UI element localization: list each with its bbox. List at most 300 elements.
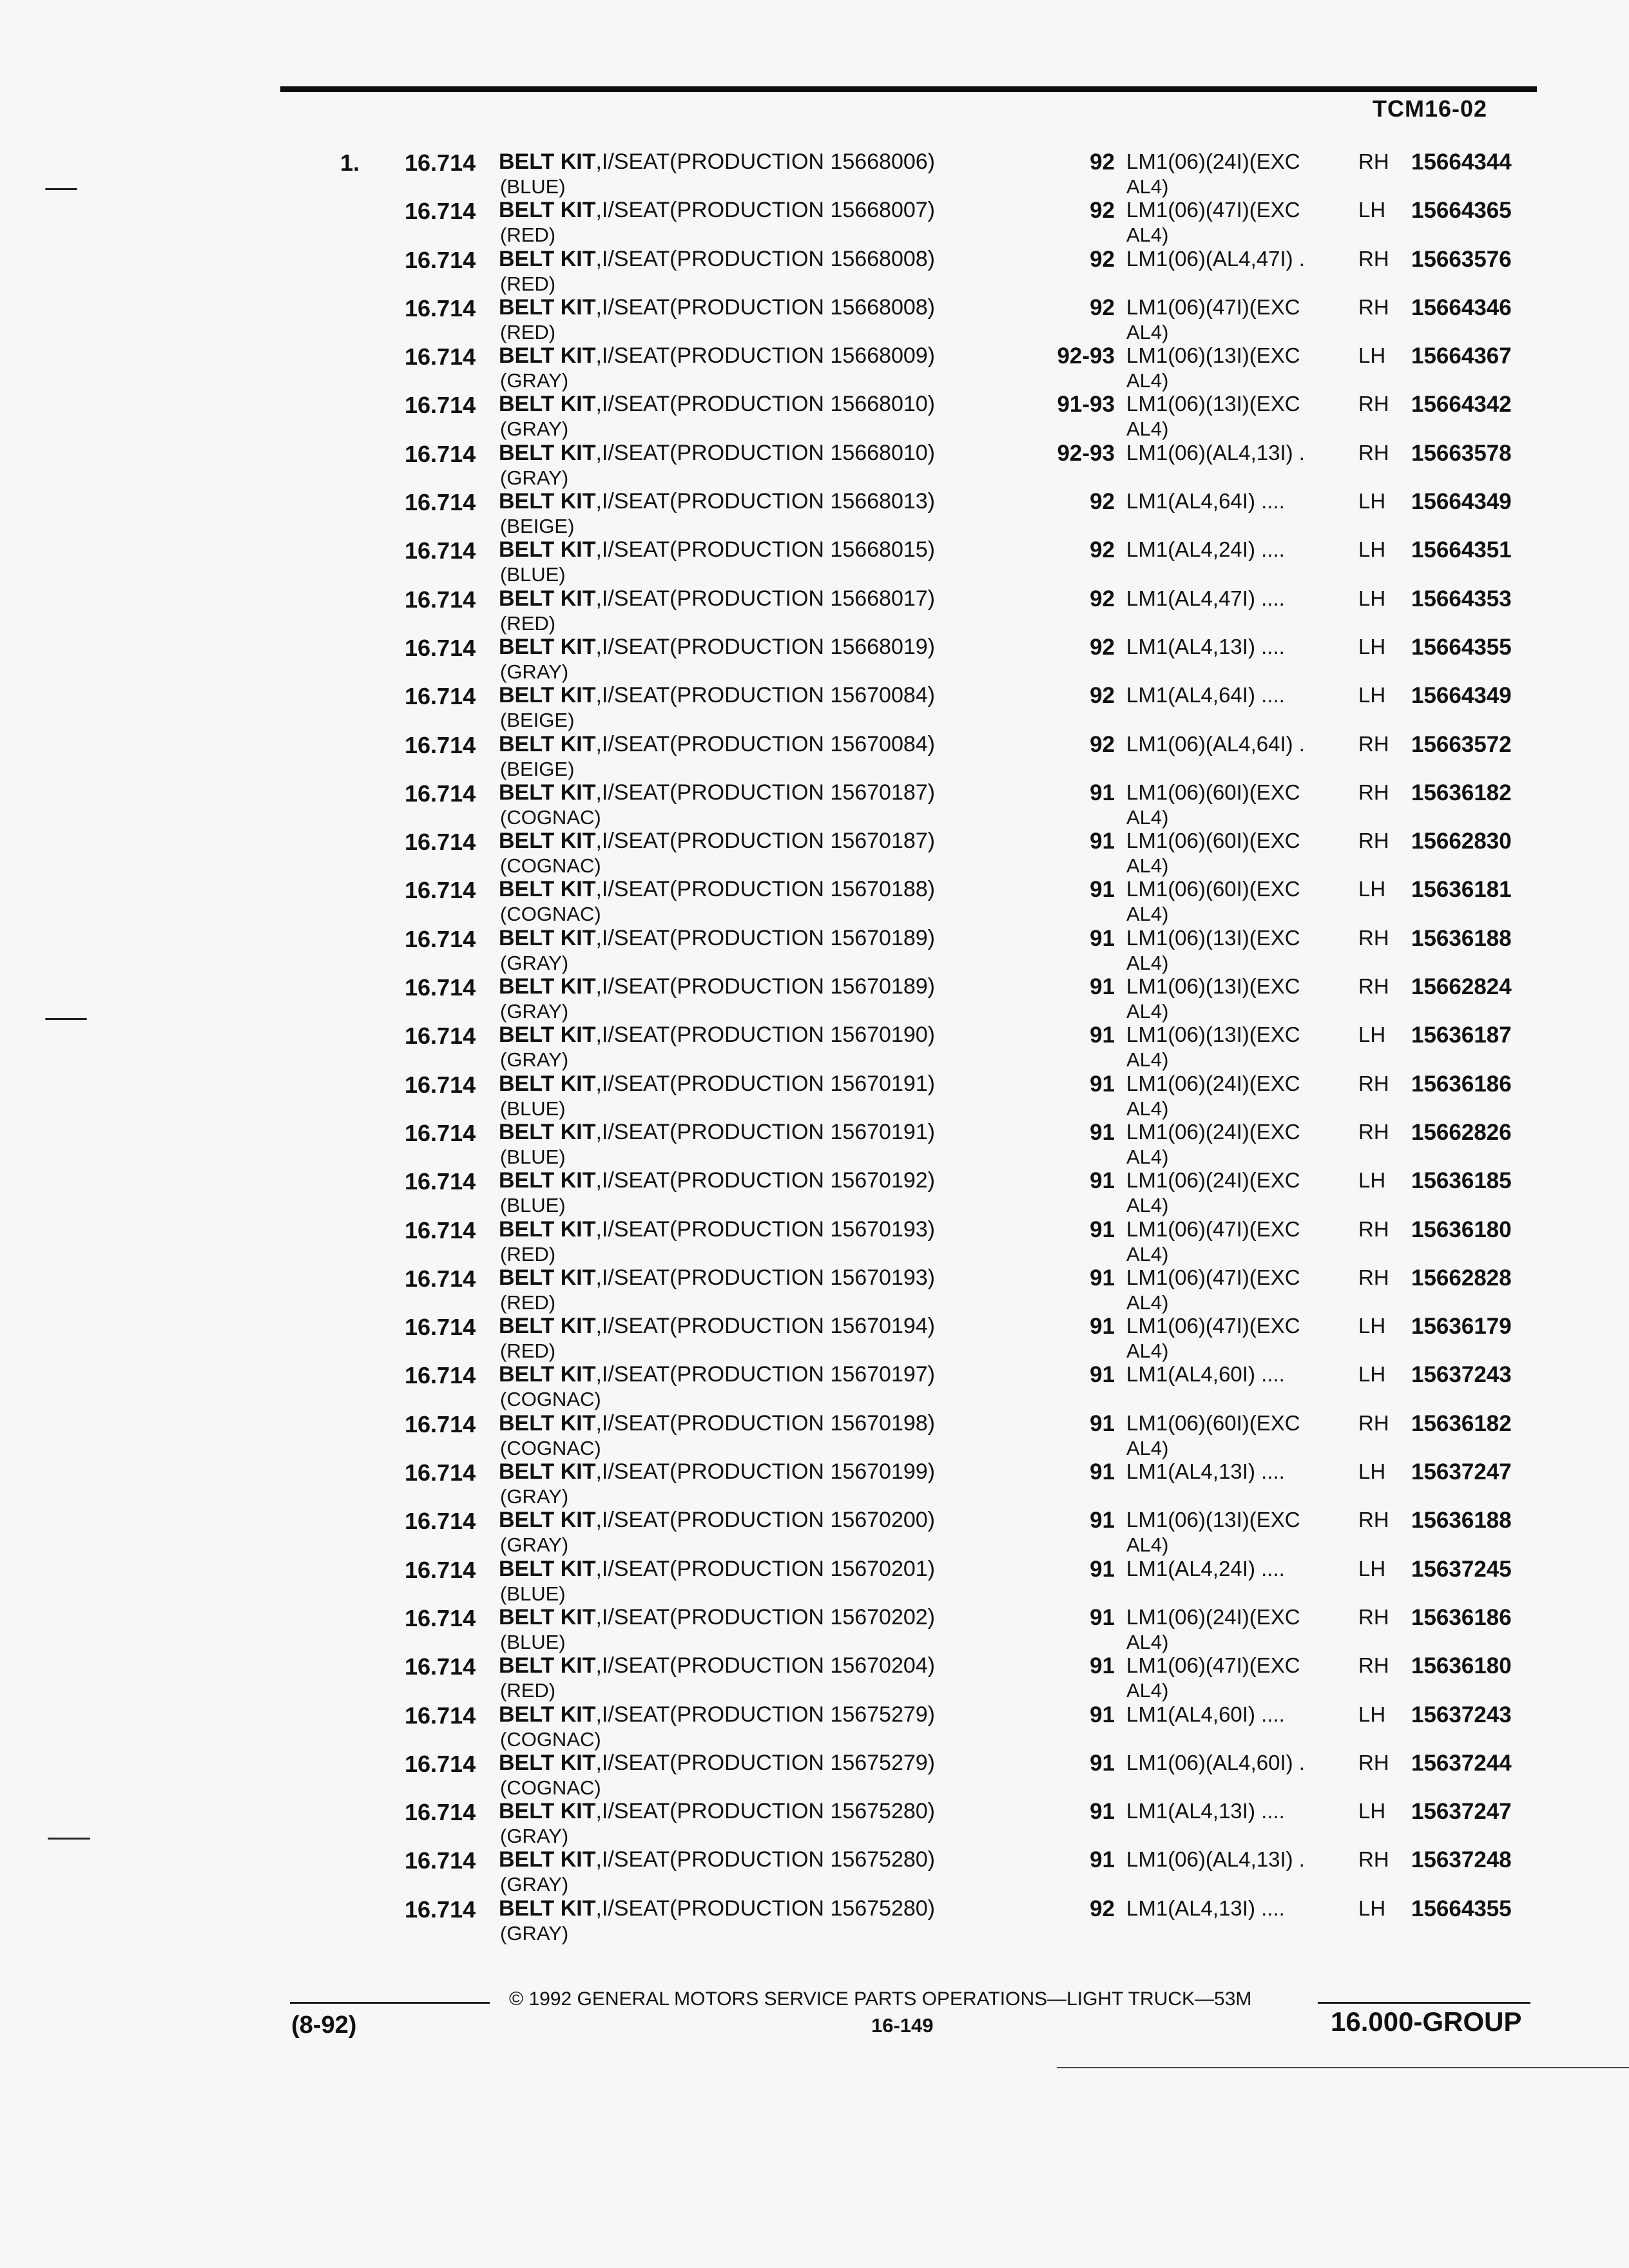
application-code: LM1(AL4,24I) .... [1126, 537, 1285, 562]
application-code-cont: AL4) [1126, 854, 1169, 878]
model-year: 91 [1090, 1071, 1115, 1097]
part-description-text: ,I/SEAT(PRODUCTION 15670188) [595, 877, 936, 902]
model-year: 91 [1090, 1847, 1115, 1873]
part-description-text: ,I/SEAT(PRODUCTION 15670189) [595, 925, 936, 950]
group-number: 16.714 [405, 489, 476, 516]
model-year: 91 [1090, 1799, 1115, 1825]
parts-row [0, 776, 1629, 829]
part-description [499, 926, 935, 951]
part-color: (GRAY) [500, 418, 569, 441]
part-name: BELT KIT [499, 489, 596, 514]
side-code: RH [1358, 1847, 1389, 1872]
application-code: LM1(06)(47I)(EXC [1126, 1653, 1300, 1678]
part-number: 15636182 [1411, 1410, 1512, 1436]
part-color: (RED) [500, 611, 556, 635]
part-number: 15662824 [1411, 974, 1512, 1000]
part-description-text: ,I/SEAT(PRODUCTION 15670084) [595, 683, 936, 708]
part-number: 15636181 [1411, 877, 1512, 903]
application-code: LM1(AL4,64I) .... [1126, 489, 1285, 514]
part-description-text: ,I/SEAT(PRODUCTION 15675280) [595, 1896, 936, 1921]
application-code: LM1(AL4,64I) .... [1126, 683, 1285, 707]
side-code: RH [1358, 392, 1389, 416]
part-description-text: ,I/SEAT(PRODUCTION 15670187) [595, 829, 936, 854]
parts-row [0, 1601, 1629, 1653]
group-number: 16.714 [405, 1702, 476, 1729]
part-description-text: ,I/SEAT(PRODUCTION 15668013) [595, 489, 936, 514]
part-description [499, 1217, 935, 1242]
group-number: 16.714 [405, 780, 476, 807]
part-name: BELT KIT [499, 1556, 596, 1581]
side-code: RH [1358, 1750, 1389, 1774]
model-year: 92 [1090, 537, 1115, 563]
part-color: (GRAY) [500, 1533, 569, 1557]
part-number: 15663576 [1411, 246, 1512, 272]
application-code-cont: AL4) [1126, 175, 1169, 198]
part-color: (BLUE) [500, 175, 566, 198]
side-code: LH [1358, 1702, 1386, 1726]
part-description-text: ,I/SEAT(PRODUCTION 15668007) [595, 198, 936, 223]
part-description-text: ,I/SEAT(PRODUCTION 15670193) [595, 1265, 936, 1290]
part-number: 15664355 [1411, 634, 1512, 660]
model-year: 91 [1090, 1023, 1115, 1048]
part-name: BELT KIT [499, 974, 596, 999]
revision-date: (8-92) [291, 2012, 357, 2039]
part-color: (RED) [500, 272, 556, 295]
model-year: 92 [1090, 294, 1115, 320]
application-code-cont: AL4) [1126, 1679, 1169, 1702]
part-number: 15636186 [1411, 1604, 1512, 1630]
group-label: 16.000-GROUP [1331, 2006, 1522, 2037]
side-code: LH [1358, 877, 1386, 901]
parts-row [0, 1892, 1629, 1945]
side-code: LH [1358, 1314, 1386, 1338]
side-code: LH [1358, 537, 1386, 562]
parts-row [0, 1068, 1629, 1120]
group-number: 16.714 [405, 1508, 476, 1535]
part-description-text: ,I/SEAT(PRODUCTION 15670202) [595, 1604, 936, 1629]
group-number: 16.714 [405, 1556, 476, 1583]
model-year: 92 [1090, 198, 1115, 224]
part-description-text: ,I/SEAT(PRODUCTION 15670194) [595, 1314, 936, 1339]
side-code: RH [1358, 1508, 1389, 1532]
part-description-text: ,I/SEAT(PRODUCTION 15670193) [595, 1216, 936, 1242]
part-name: BELT KIT [499, 1265, 596, 1290]
part-color: (GRAY) [500, 1000, 569, 1023]
side-code: RH [1358, 1265, 1389, 1289]
parts-row [0, 1649, 1629, 1702]
application-code: LM1(06)(13I)(EXC [1126, 974, 1300, 999]
part-color: (BLUE) [500, 1097, 566, 1120]
application-code: LM1(06)(AL4,13I) . [1126, 440, 1305, 465]
parts-row [0, 631, 1629, 683]
page-number: 16-149 [871, 2014, 934, 2037]
part-color: (COGNAC) [500, 903, 601, 926]
part-name: BELT KIT [499, 829, 596, 854]
part-description-text: ,I/SEAT(PRODUCTION 15668006) [595, 149, 936, 174]
model-year: 92 [1090, 634, 1115, 660]
side-code: LH [1358, 586, 1386, 610]
scan-mark [45, 1018, 87, 1020]
side-code: RH [1358, 246, 1389, 271]
side-code: LH [1358, 489, 1386, 514]
part-color: (GRAY) [500, 1873, 569, 1896]
part-name: BELT KIT [499, 1023, 596, 1048]
side-code: RH [1358, 1119, 1389, 1144]
application-code-cont: AL4) [1126, 369, 1169, 392]
part-description-text: ,I/SEAT(PRODUCTION 15670200) [595, 1508, 936, 1533]
part-number: 15636186 [1411, 1071, 1512, 1097]
part-number: 15636188 [1411, 1508, 1512, 1533]
part-description-text: ,I/SEAT(PRODUCTION 15668008) [595, 246, 936, 271]
side-code: RH [1358, 731, 1389, 756]
application-code-cont: AL4) [1126, 224, 1169, 247]
application-code: LM1(AL4,13I) .... [1126, 1799, 1285, 1823]
part-name: BELT KIT [499, 1799, 596, 1824]
side-code: LH [1358, 683, 1386, 707]
side-code: RH [1358, 974, 1389, 999]
parts-row [0, 533, 1629, 586]
model-year: 92 [1090, 586, 1115, 611]
application-code: LM1(AL4,13I) .... [1126, 1459, 1285, 1484]
part-number: 15663578 [1411, 440, 1512, 466]
part-color: (RED) [500, 1291, 556, 1314]
application-code-cont: AL4) [1126, 1533, 1169, 1557]
side-code: RH [1358, 780, 1389, 804]
part-description-text: ,I/SEAT(PRODUCTION 15670204) [595, 1653, 936, 1678]
part-name: BELT KIT [499, 294, 596, 320]
part-description-text: ,I/SEAT(PRODUCTION 15670197) [595, 1362, 936, 1387]
footer-rule-left [290, 2002, 490, 2004]
part-description [499, 1702, 935, 1727]
parts-row [0, 1843, 1629, 1896]
model-year: 92 [1090, 149, 1115, 175]
parts-row [0, 1456, 1629, 1508]
model-year: 91 [1090, 1119, 1115, 1145]
parts-row [0, 1795, 1629, 1848]
parts-row [0, 291, 1629, 343]
part-description [499, 1120, 935, 1145]
part-number: 15664349 [1411, 683, 1512, 709]
parts-row [0, 1262, 1629, 1314]
parts-row [0, 485, 1629, 538]
part-name: BELT KIT [499, 1314, 596, 1339]
group-number: 16.714 [405, 1071, 476, 1098]
part-number: 15637244 [1411, 1750, 1512, 1776]
part-color: (GRAY) [500, 1825, 569, 1848]
part-description-text: ,I/SEAT(PRODUCTION 15668009) [595, 343, 936, 369]
parts-row [0, 1504, 1629, 1557]
model-year: 91 [1090, 829, 1115, 854]
part-name: BELT KIT [499, 780, 596, 805]
part-number: 15664346 [1411, 294, 1512, 320]
part-number: 15637243 [1411, 1702, 1512, 1727]
group-number: 16.714 [405, 1314, 476, 1341]
part-description [499, 974, 935, 999]
part-description [499, 1314, 935, 1339]
part-description [499, 1072, 935, 1097]
side-code: LH [1358, 1362, 1386, 1387]
application-code: LM1(06)(60I)(EXC [1126, 1410, 1300, 1435]
application-code: LM1(06)(47I)(EXC [1126, 198, 1300, 222]
model-year: 91 [1090, 1604, 1115, 1630]
part-description [499, 1653, 935, 1678]
part-number: 15664342 [1411, 392, 1512, 418]
parts-row [0, 1358, 1629, 1411]
part-description [499, 586, 935, 611]
part-color: (BEIGE) [500, 709, 575, 732]
bottom-scan-line [1057, 2067, 1629, 2068]
part-name: BELT KIT [499, 246, 596, 271]
part-color: (RED) [500, 224, 556, 247]
group-number: 16.714 [405, 1750, 476, 1777]
model-year: 91 [1090, 925, 1115, 951]
application-code: LM1(06)(13I)(EXC [1126, 1023, 1300, 1047]
parts-row [0, 437, 1629, 489]
group-number: 16.714 [405, 294, 476, 322]
part-description [499, 780, 935, 805]
part-description [499, 537, 935, 562]
model-year: 91 [1090, 974, 1115, 1000]
part-description-text: ,I/SEAT(PRODUCTION 15675279) [595, 1702, 936, 1727]
parts-row [0, 194, 1629, 247]
part-name: BELT KIT [499, 1362, 596, 1387]
group-number: 16.714 [405, 198, 476, 225]
model-year: 91 [1090, 1508, 1115, 1533]
side-code: RH [1358, 829, 1389, 853]
part-description [499, 441, 935, 466]
part-name: BELT KIT [499, 198, 596, 223]
application-code: LM1(06)(AL4,47I) . [1126, 246, 1305, 271]
group-number: 16.714 [405, 1362, 476, 1389]
application-code: LM1(06)(47I)(EXC [1126, 1216, 1300, 1241]
part-description-text: ,I/SEAT(PRODUCTION 15670187) [595, 780, 936, 805]
group-number: 16.714 [405, 877, 476, 904]
side-code: LH [1358, 1556, 1386, 1581]
side-code: RH [1358, 925, 1389, 950]
part-description [499, 295, 935, 320]
model-year: 92 [1090, 731, 1115, 757]
part-number: 15637247 [1411, 1459, 1512, 1485]
group-number: 16.714 [405, 634, 476, 661]
model-year: 91 [1090, 1556, 1115, 1582]
part-number: 15636185 [1411, 1168, 1512, 1194]
part-description-text: ,I/SEAT(PRODUCTION 15670192) [595, 1168, 936, 1193]
part-number: 15637243 [1411, 1362, 1512, 1388]
part-description [499, 198, 935, 223]
application-code: LM1(06)(24I)(EXC [1126, 1119, 1300, 1144]
group-number: 16.714 [405, 537, 476, 564]
group-number: 16.714 [405, 1459, 476, 1486]
group-number: 16.714 [405, 440, 476, 467]
part-description [499, 1459, 935, 1485]
application-code: LM1(06)(60I)(EXC [1126, 780, 1300, 804]
model-year: 92 [1090, 246, 1115, 272]
part-color: (GRAY) [500, 1921, 569, 1945]
part-description [499, 1362, 935, 1387]
model-year: 91 [1090, 1216, 1115, 1242]
application-code-cont: AL4) [1126, 1145, 1169, 1168]
model-year: 92 [1090, 683, 1115, 709]
scan-mark [48, 1838, 90, 1840]
scan-mark [45, 188, 77, 190]
part-name: BELT KIT [499, 537, 596, 562]
part-name: BELT KIT [499, 634, 596, 659]
model-year: 92 [1090, 489, 1115, 515]
parts-row [0, 1747, 1629, 1799]
model-year: 91 [1090, 1750, 1115, 1776]
part-color: (BLUE) [500, 1582, 566, 1605]
part-description [499, 1605, 935, 1630]
application-code-cont: AL4) [1126, 805, 1169, 829]
parts-row [0, 1310, 1629, 1363]
model-year: 91 [1090, 1459, 1115, 1485]
part-color: (GRAY) [500, 660, 569, 683]
part-name: BELT KIT [499, 1847, 596, 1872]
part-name: BELT KIT [499, 1750, 596, 1775]
part-description-text: ,I/SEAT(PRODUCTION 15670199) [595, 1459, 936, 1485]
part-description-text: ,I/SEAT(PRODUCTION 15668017) [595, 586, 936, 611]
application-code-cont: AL4) [1126, 1630, 1169, 1653]
part-description [499, 392, 935, 417]
parts-row [0, 922, 1629, 974]
part-color: (GRAY) [500, 466, 569, 489]
part-description [499, 732, 935, 757]
group-number: 16.714 [405, 731, 476, 758]
part-name: BELT KIT [499, 683, 596, 708]
part-number: 15662830 [1411, 829, 1512, 854]
group-number: 16.714 [405, 1265, 476, 1292]
parts-row [0, 679, 1629, 732]
part-color: (COGNAC) [500, 1388, 601, 1411]
part-description [499, 635, 935, 660]
part-color: (COGNAC) [500, 854, 601, 878]
part-number: 15662828 [1411, 1265, 1512, 1291]
parts-row [0, 1164, 1629, 1217]
part-description-text: ,I/SEAT(PRODUCTION 15668010) [595, 440, 936, 465]
parts-row [0, 873, 1629, 926]
part-name: BELT KIT [499, 1653, 596, 1678]
application-code: LM1(06)(24I)(EXC [1126, 149, 1300, 173]
model-year: 91 [1090, 877, 1115, 903]
footer-rule-right [1318, 2002, 1530, 2004]
part-description [499, 1751, 935, 1776]
side-code: RH [1358, 294, 1389, 319]
model-year: 91 [1090, 1702, 1115, 1727]
group-number: 16.714 [405, 1168, 476, 1195]
application-code: LM1(06)(60I)(EXC [1126, 829, 1300, 853]
application-code-cont: AL4) [1126, 1291, 1169, 1314]
parts-row [0, 1213, 1629, 1265]
side-code: LH [1358, 1168, 1386, 1193]
part-number: 15637245 [1411, 1556, 1512, 1582]
part-name: BELT KIT [499, 586, 596, 611]
part-number: 15636187 [1411, 1023, 1512, 1048]
part-name: BELT KIT [499, 1459, 596, 1485]
application-code: LM1(AL4,47I) .... [1126, 586, 1285, 610]
part-name: BELT KIT [499, 1216, 596, 1242]
model-year: 91 [1090, 1168, 1115, 1194]
parts-row [0, 1116, 1629, 1168]
part-number: 15637248 [1411, 1847, 1512, 1873]
application-code-cont: AL4) [1126, 1242, 1169, 1265]
side-code: LH [1358, 1799, 1386, 1823]
group-number: 16.714 [405, 1119, 476, 1146]
part-description-text: ,I/SEAT(PRODUCTION 15668010) [595, 392, 936, 417]
part-number: 15636180 [1411, 1653, 1512, 1679]
application-code: LM1(06)(24I)(EXC [1126, 1604, 1300, 1629]
part-description-text: ,I/SEAT(PRODUCTION 15670190) [595, 1023, 936, 1048]
application-code: LM1(06)(13I)(EXC [1126, 1508, 1300, 1532]
application-code-cont: AL4) [1126, 1340, 1169, 1363]
part-name: BELT KIT [499, 343, 596, 369]
part-name: BELT KIT [499, 1508, 596, 1533]
part-name: BELT KIT [499, 1702, 596, 1727]
part-description-text: ,I/SEAT(PRODUCTION 15670189) [595, 974, 936, 999]
side-code: LH [1358, 198, 1386, 222]
model-year: 92-93 [1057, 343, 1115, 369]
part-color: (BLUE) [500, 1630, 566, 1653]
group-number: 16.714 [405, 1216, 476, 1244]
part-name: BELT KIT [499, 877, 596, 902]
part-color: (BEIGE) [500, 757, 575, 780]
part-description [499, 829, 935, 854]
application-code-cont: AL4) [1126, 903, 1169, 926]
part-name: BELT KIT [499, 1071, 596, 1096]
part-number: 15664353 [1411, 586, 1512, 611]
part-color: (GRAY) [500, 1048, 569, 1072]
group-number: 16.714 [405, 683, 476, 710]
side-code: LH [1358, 1023, 1386, 1047]
application-code-cont: AL4) [1126, 1097, 1169, 1120]
side-code: RH [1358, 149, 1389, 173]
application-code: LM1(06)(60I)(EXC [1126, 877, 1300, 901]
parts-row [0, 340, 1629, 392]
part-color: (GRAY) [500, 1485, 569, 1508]
part-color: (RED) [500, 320, 556, 343]
part-description [499, 1168, 935, 1193]
part-description-text: ,I/SEAT(PRODUCTION 15670084) [595, 731, 936, 756]
part-description-text: ,I/SEAT(PRODUCTION 15668019) [595, 634, 936, 659]
part-color: (COGNAC) [500, 1776, 601, 1799]
part-name: BELT KIT [499, 1119, 596, 1144]
model-year: 92-93 [1057, 440, 1115, 466]
part-description [499, 149, 935, 175]
part-description-text: ,I/SEAT(PRODUCTION 15670198) [595, 1410, 936, 1436]
part-name: BELT KIT [499, 392, 596, 417]
part-description-text: ,I/SEAT(PRODUCTION 15675279) [595, 1750, 936, 1775]
part-color: (RED) [500, 1679, 556, 1702]
part-description [499, 489, 935, 514]
part-number: 15637247 [1411, 1799, 1512, 1825]
part-description-text: ,I/SEAT(PRODUCTION 15675280) [595, 1847, 936, 1872]
parts-row [0, 1019, 1629, 1072]
side-code: LH [1358, 634, 1386, 658]
parts-row [0, 728, 1629, 780]
application-code: LM1(06)(47I)(EXC [1126, 294, 1300, 319]
part-description [499, 343, 935, 369]
part-number: 15664351 [1411, 537, 1512, 563]
part-number: 15662826 [1411, 1119, 1512, 1145]
part-number: 15664355 [1411, 1896, 1512, 1921]
application-code: LM1(06)(24I)(EXC [1126, 1071, 1300, 1095]
part-color: (BLUE) [500, 1145, 566, 1168]
part-description [499, 1023, 935, 1048]
parts-row [0, 582, 1629, 635]
side-code: RH [1358, 1604, 1389, 1629]
parts-row [0, 970, 1629, 1023]
part-color: (GRAY) [500, 369, 569, 392]
application-code-cont: AL4) [1126, 1194, 1169, 1217]
